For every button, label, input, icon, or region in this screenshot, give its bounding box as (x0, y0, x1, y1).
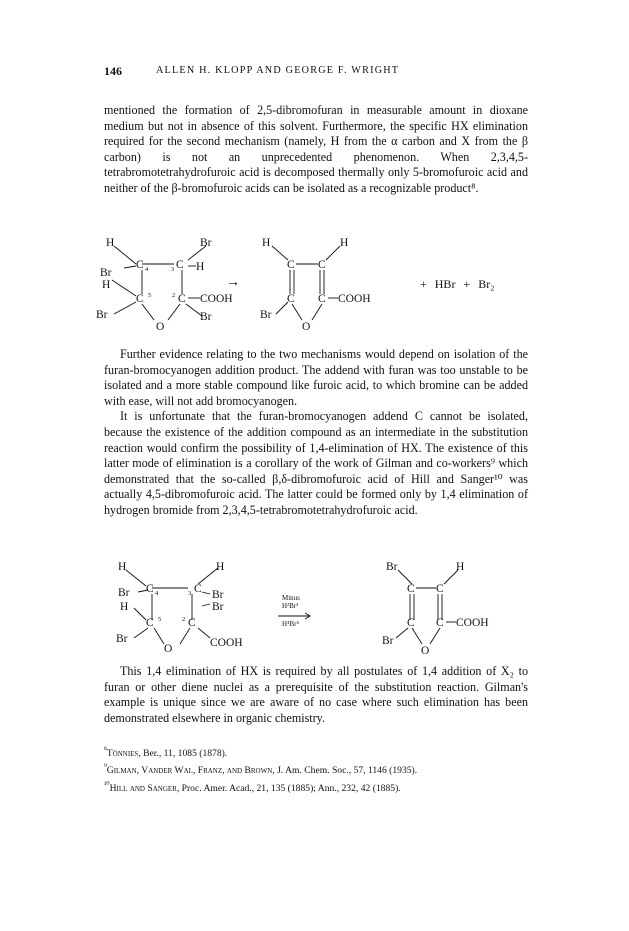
paragraph-4-block (104, 664, 528, 726)
footnote-9-mark: ⁹ (104, 762, 107, 772)
s2-l-h-top-left: H (118, 561, 127, 573)
paragraph-4: This 1,4 elimination of HX is required by all postulates of 1,4 addition of X₂ to furan or other diene nuclei as a prerequisite of the substitution reaction. Gilman's example is unique since we are aware of no case where such elimination has been demonstrated elsewhere in organic chemistry. (104, 664, 528, 725)
s1-r-br: Br (260, 309, 272, 321)
s1-l-c3: C (176, 259, 184, 271)
s2-r-cooh: COOH (456, 617, 489, 629)
s1-l-br-bottom-right: Br (200, 311, 212, 323)
footnote-10-citation: Proc. Amer. Acad., 21, 135 (1885); Ann., 232, 42 (1885). (179, 783, 401, 795)
s2-r-o: O (421, 645, 430, 657)
s2-arrow-label-bottom: H⁴Br⁵ (282, 620, 299, 628)
s1-l-c5: C (136, 293, 144, 305)
s2-l-br-bottom-left: Br (116, 633, 128, 645)
s2-r-br: Br (382, 635, 394, 647)
s1-r-c-bottom-right: C (318, 293, 326, 305)
footnote-10-authors: Hill and Sanger, (109, 783, 180, 795)
footnote-9-citation: J. Am. Chem. Soc., 57, 1146 (1935). (274, 765, 418, 777)
s2-r-c-bottom-right: C (436, 617, 444, 629)
s1-byproducts: + HBr + Br₂ (420, 277, 495, 291)
s1-l-c5-num: 5 (148, 292, 152, 299)
s2-l-c5-num: 5 (158, 616, 162, 623)
s2-l-c3-num: 3 (188, 590, 192, 597)
s1-r-c-bottom-left: C (287, 293, 295, 305)
s2-r-c-bottom-left: C (407, 617, 415, 629)
footnotes (104, 743, 534, 795)
s2-r-h-top-right: H (456, 561, 465, 573)
footnote-8-mark: ⁸ (104, 745, 107, 754)
footnote-8 (104, 743, 534, 760)
s2-r-c-top-left: C (407, 583, 415, 595)
s1-l-c2: C (178, 293, 186, 305)
s1-l-h-top-left: H (106, 237, 115, 249)
s1-l-c3-num: 3 (171, 266, 175, 273)
s1-r-h-left: H (262, 237, 271, 249)
s1-l-o: O (156, 321, 165, 333)
s1-l-c4: C (136, 259, 144, 271)
s2-l-c5: C (146, 617, 154, 629)
footnote-10 (104, 778, 534, 795)
s2-l-c3: C (194, 583, 202, 595)
s1-r-c-top-right: C (318, 259, 326, 271)
scheme-1-drawing (90, 234, 540, 344)
reaction-scheme-1 (90, 234, 540, 344)
s2-l-o: O (164, 643, 173, 655)
paragraph-3: It is unfortunate that the furan-bromocyanogen addend C cannot be isolated, because the existence of the addition compound as an intermediate in the substitution reaction would confirm the possibility of 1,4-elimination of HX. The existence of this latter mode of elimination is a corollary of the work of Gilman and co-workers⁹ which demonstrated that the so-called β,δ-dibromofuroic acid of Hill and Sanger¹⁰ was actually 4,5-dibromofuroic acid. The latter could be formed only by 1,4 elimination of hydrogen bromide from 2,3,4,5-tetrabromotetrahydrofuroic acid. (104, 409, 528, 517)
s1-l-c4-num: 4 (145, 266, 149, 273)
s1-l-br-bottom-left: Br (96, 309, 108, 321)
s1-l-br-left: Br (100, 267, 112, 279)
s2-l-br-left: Br (118, 587, 130, 599)
s1-r-c-top-left: C (287, 259, 295, 271)
s2-arrow-label-top: Minus (282, 594, 300, 602)
paragraph-2: Further evidence relating to the two mechanisms would depend on isolation of the furan-bromocyanogen addition product. The addend with furan was too unstable to be isolated and a more stable compound like furoic acid, to which bromine can be added with ease, will not add bromocyanogen. (104, 347, 528, 408)
paragraph-1: mentioned the formation of 2,5-dibromofuran in measurable amount in dioxane medium but not in absence of this solvent. Furthermore, the specific HX elimination required for the second mechanism (namely, H from the α carbon and X from the β carbon) is not an unprecedented phenomenon. When 2,3,4,5-tetrabromotetrahydrofuroic acid is decomposed thermally only 5-bromofuroic acid and neither of the β-bromofuroic acids can be isolated as a recognizable product⁸. (104, 103, 528, 195)
s2-l-c4-num: 4 (155, 590, 159, 597)
scheme-2-drawing (110, 560, 530, 658)
footnote-9-authors: Gilman, Vander Wal, Franz, and Brown, (106, 765, 275, 777)
s2-l-cooh: COOH (210, 637, 243, 649)
s1-r-o: O (302, 321, 311, 333)
footnote-8-authors: Tönnies, (106, 748, 141, 760)
s1-l-c2-num: 2 (172, 292, 176, 299)
page-number: 146 (104, 64, 122, 78)
s2-arrow-label-mid: H²Br³ (282, 602, 299, 610)
s2-l-c2: C (188, 617, 196, 629)
s1-arrow: → (226, 275, 240, 290)
scheme-1-labels (96, 237, 494, 333)
paragraph-2-block (104, 347, 528, 519)
footnote-9 (104, 760, 534, 777)
paragraph-1-block (104, 103, 528, 197)
footnote-8-citation: Ber., 11, 1085 (1878). (140, 748, 228, 760)
footnote-10-mark: ¹⁰ (104, 779, 110, 789)
s2-l-h-left: H (120, 601, 129, 613)
s2-r-br-top-left: Br (386, 561, 398, 573)
s1-l-cooh: COOH (200, 293, 233, 305)
s2-l-c4: C (146, 583, 154, 595)
s1-r-h-right: H (340, 237, 349, 249)
s2-l-br-right-2: Br (212, 601, 224, 613)
s1-l-h-left: H (102, 279, 111, 291)
s1-l-h-c3: H (196, 261, 205, 273)
scheme-2-labels (116, 561, 489, 657)
s1-l-br-top-right: Br (200, 237, 212, 249)
reaction-scheme-2 (110, 560, 530, 658)
s2-l-br-right-1: Br (212, 589, 224, 601)
running-title: ALLEN H. KLOPP AND GEORGE F. WRIGHT (156, 65, 400, 76)
s1-r-cooh: COOH (338, 293, 371, 305)
s2-r-c-top-right: C (436, 583, 444, 595)
s2-l-h-top-right: H (216, 561, 225, 573)
s2-l-c2-num: 2 (182, 616, 186, 623)
